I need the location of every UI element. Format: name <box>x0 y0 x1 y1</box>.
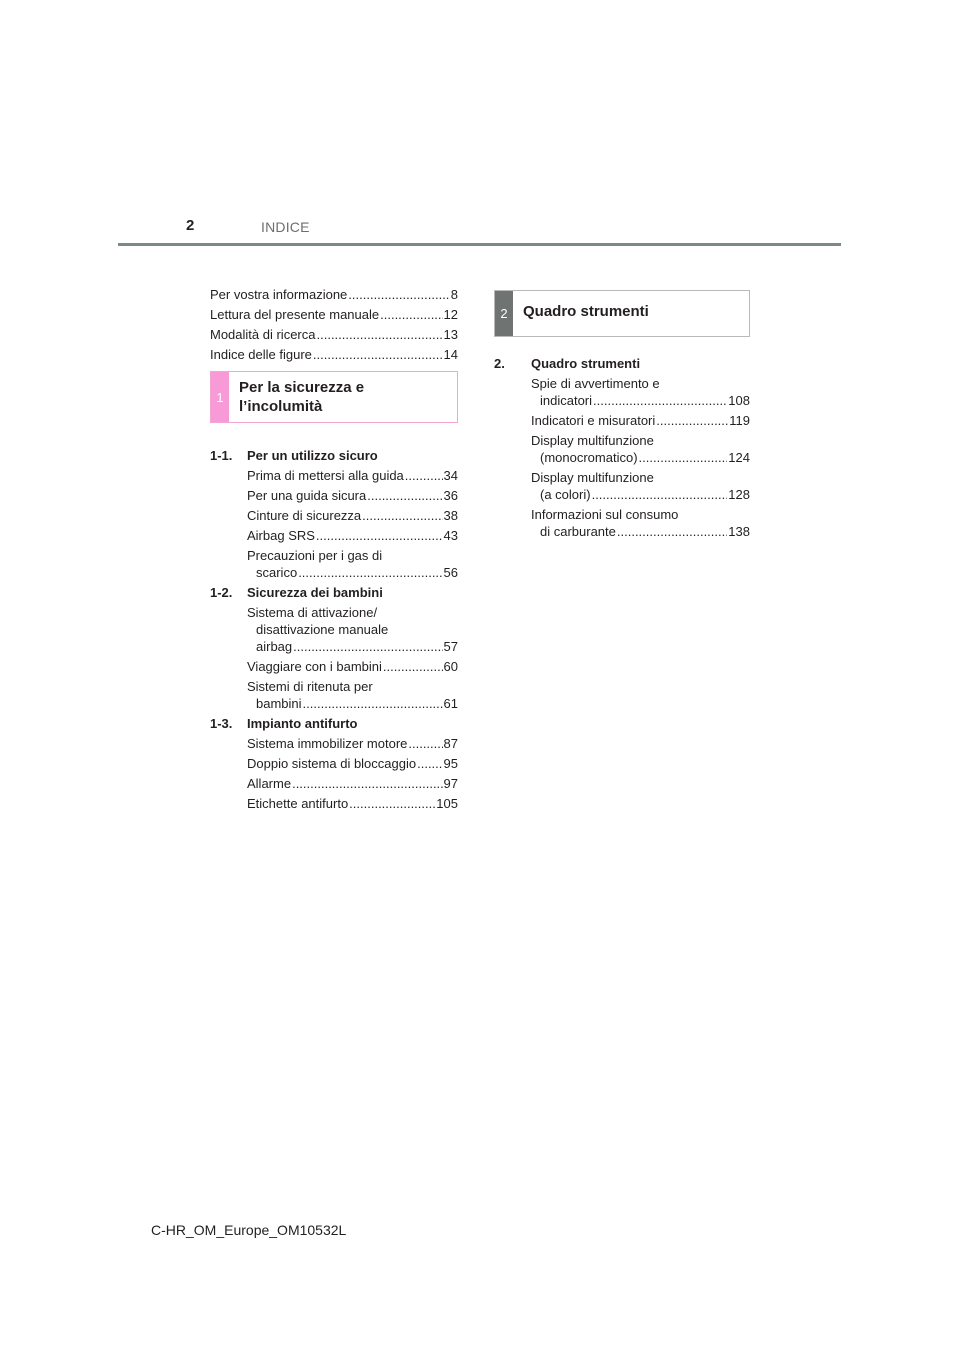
chapter-1-tab: 1 <box>211 372 229 422</box>
chapter-2-title: Quadro strumenti <box>523 303 649 320</box>
toc-group-2 <box>494 355 750 540</box>
header-divider <box>118 243 841 246</box>
toc-group-heading[interactable]: 1-3. Impianto antifurto <box>210 716 358 731</box>
document-code-footer: C-HR_OM_Europe_OM10532L <box>151 1222 347 1238</box>
chapter-1-box[interactable] <box>210 371 458 423</box>
toc-entry[interactable]: Precauzioni per i gas di scarico ..... 56 <box>247 547 458 581</box>
toc-entry[interactable]: Display multifunzione (monocromatico) ..... 124 <box>531 432 750 466</box>
toc-left-column <box>210 286 458 815</box>
toc-group-heading[interactable]: 2. Quadro strumenti <box>494 356 641 371</box>
toc-entry[interactable]: Sistemi di ritenuta per bambini ..... 61 <box>247 678 458 712</box>
toc-group-heading[interactable]: 1-2. Sicurezza dei bambini <box>210 585 383 600</box>
toc-group-1-1 <box>210 447 458 581</box>
toc-group-heading[interactable]: 1-1. Per un utilizzo sicuro <box>210 448 378 463</box>
toc-entry[interactable]: Indicatori e misuratori ..... 119 <box>531 412 750 429</box>
toc-entry[interactable]: Doppio sistema di bloccaggio ..... 95 <box>247 755 458 772</box>
toc-entry[interactable]: Prima di mettersi alla guida ..... 34 <box>247 467 458 484</box>
chapter-2-box[interactable] <box>494 290 750 337</box>
toc-entry[interactable]: Allarme ..... 97 <box>247 775 458 792</box>
toc-right-column <box>494 290 750 543</box>
page-number: 2 <box>186 217 195 234</box>
toc-entry[interactable]: Modalità di ricerca ..... 13 <box>210 326 458 343</box>
toc-entry[interactable]: Spie di avvertimento e indicatori ..... 108 <box>531 375 750 409</box>
toc-entry[interactable]: Lettura del presente manuale ..... 12 <box>210 306 458 323</box>
toc-entry[interactable]: Indice delle figure ..... 14 <box>210 346 458 363</box>
toc-entry[interactable]: Viaggiare con i bambini ..... 60 <box>247 658 458 675</box>
toc-entry[interactable]: Airbag SRS ..... 43 <box>247 527 458 544</box>
toc-entry[interactable]: Etichette antifurto ..... 105 <box>247 795 458 812</box>
toc-entry[interactable]: Sistema di attivazione/ disattivazione manuale airbag ..... 57 <box>247 604 458 655</box>
chapter-1-title: Per la sicurezza e l’incolumità <box>239 379 365 415</box>
toc-entry[interactable]: Display multifunzione (a colori) ..... 128 <box>531 469 750 503</box>
chapter-2-tab: 2 <box>495 291 513 336</box>
toc-entry[interactable]: Informazioni sul consumo di carburante ..... 138 <box>531 506 750 540</box>
toc-entry[interactable]: Cinture di sicurezza ..... 38 <box>247 507 458 524</box>
toc-group-1-2 <box>210 584 458 712</box>
toc-group-1-3 <box>210 715 458 812</box>
toc-entry[interactable]: Sistema immobilizer motore ..... 87 <box>247 735 458 752</box>
toc-entry[interactable]: Per vostra informazione ..... 8 <box>210 286 458 303</box>
toc-entry[interactable]: Per una guida sicura ..... 36 <box>247 487 458 504</box>
section-title: INDICE <box>261 219 310 235</box>
